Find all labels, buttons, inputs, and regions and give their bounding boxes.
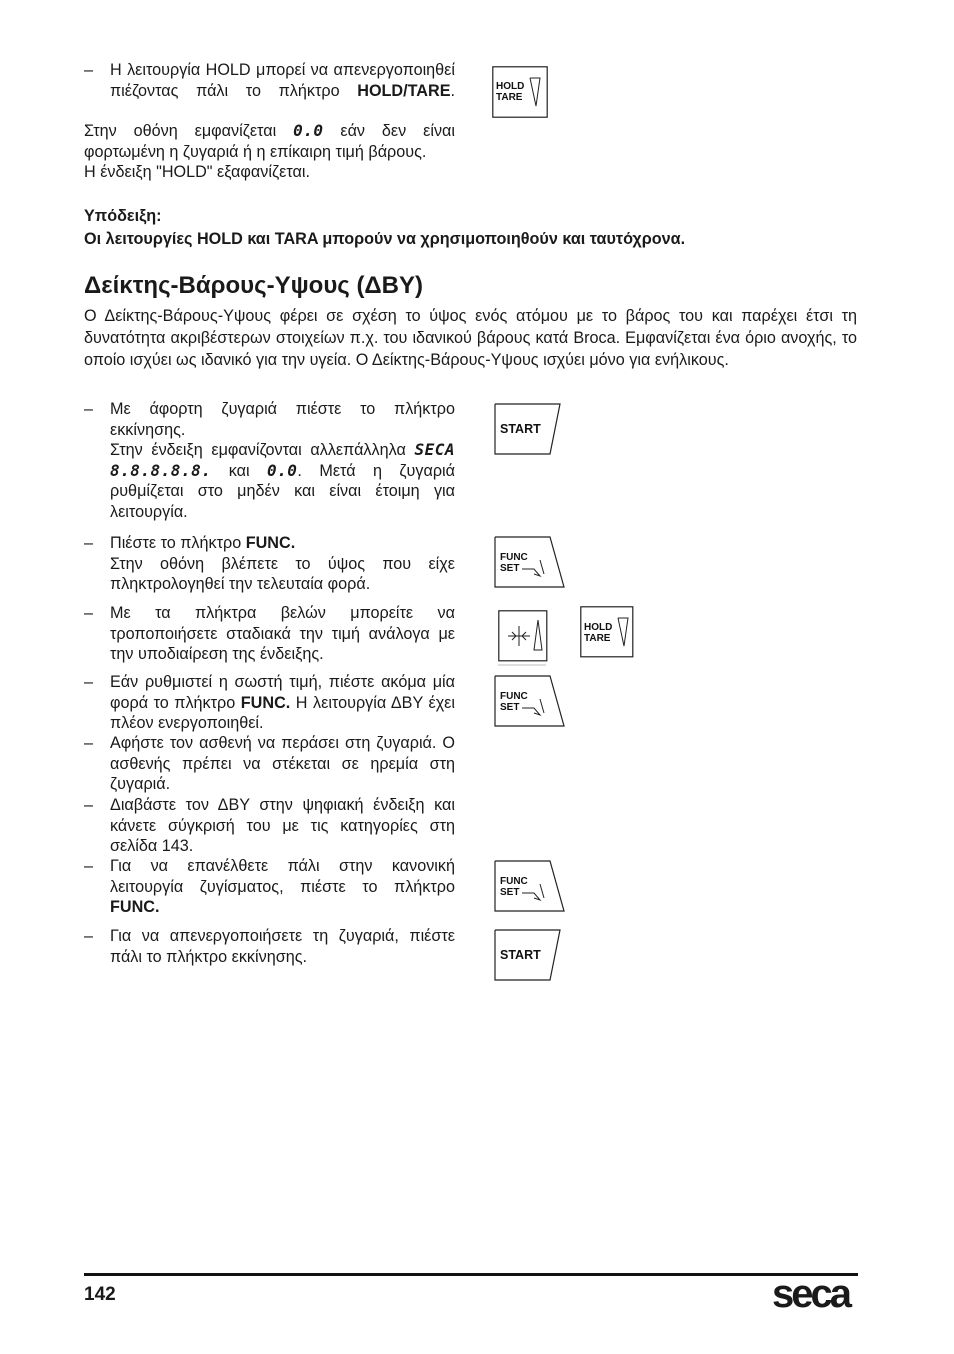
bullet: –: [84, 604, 94, 622]
bullet: –: [84, 857, 94, 875]
display-text-c: Η ένδειξη "HOLD" εξαφανίζεται.: [84, 163, 310, 182]
key-label-start: START: [500, 948, 541, 962]
bullet: –: [84, 734, 94, 752]
func-keyname: FUNC.: [110, 898, 160, 917]
step-1-and: και: [211, 461, 268, 480]
key-label-hold: HOLD: [584, 622, 613, 633]
note-text: Οι λειτουργίες HOLD και TARA μπορούν να χρησιμοποιηθούν και ταυτόχρονα.: [84, 230, 686, 248]
step-1-line-a: Με άφορτη ζυγαριά πιέστε το πλήκτρο εκκίνησης.: [110, 400, 455, 439]
key-label-func: FUNC: [500, 876, 528, 887]
func-set-key-icon: [494, 860, 566, 912]
step-7: [110, 856, 455, 918]
section-heading: Δείκτης-Βάρους-Υψους (ΔΒΥ): [84, 272, 424, 299]
start-key-icon: [494, 929, 562, 981]
page-number: 142: [84, 1284, 116, 1305]
bullet: –: [84, 534, 94, 552]
start-key-icon: [494, 403, 562, 455]
step-4-end: Η λειτουργία ΔΒΥ έχει πλέον ενεργοποιηθεί.: [110, 693, 455, 733]
step-4: [110, 672, 455, 734]
step-1: [110, 399, 455, 523]
display-text-b: εάν δεν είναι φορτωμένη η ζυγαριά ή η επίκαιρη τιμή βάρους.: [84, 122, 455, 161]
step-1-end: . Μετά η ζυγαριά ρυθμίζεται στο μηδέν και είναι έτοιμη για λειτουργία.: [110, 461, 455, 521]
step-4-text: Εάν ρυθμιστεί η σωστή τιμή, πιέστε ακόμα μία φορά το πλήκτρο: [110, 673, 455, 712]
note-title: Υπόδειξη:: [84, 207, 162, 225]
step-2-text: Πιέστε το πλήκτρο: [110, 534, 246, 552]
bullet: –: [84, 673, 94, 691]
bullet: –: [84, 400, 94, 418]
hold-tare-key-icon: [492, 66, 548, 118]
hold-display-text: [84, 121, 455, 183]
bullet: –: [84, 927, 94, 945]
step-1-text: Στην ένδειξη εμφανίζονται αλλεπάλληλα: [110, 441, 415, 460]
hold-item-end: .: [450, 81, 455, 100]
hold-tare-key-icon: [580, 606, 636, 658]
step-2-line-b: Στην οθόνη βλέπετε το ύψος που είχε πληκτρολογηθεί την τελευταία φορά.: [110, 554, 455, 594]
func-set-key-icon: [494, 675, 566, 727]
key-label-func: FUNC: [500, 552, 528, 563]
arrow-key-icon: [498, 610, 550, 666]
display-text-a: Στην οθόνη εμφανίζεται: [84, 122, 294, 140]
step-6: Διαβάστε τον ΔΒΥ στην ψηφιακή ένδειξη και κάνετε σύγκρισή του με τις κατηγορίες στη σελίδα 143.: [110, 796, 455, 856]
step-5: Αφήστε τον ασθενή να περάσει στη ζυγαριά. Ο ασθενής πρέπει να στέκεται σε ηρεμία στη ζυγαριά.: [110, 734, 455, 794]
section-intro: Ο Δείκτης-Βάρους-Υψους φέρει σε σχέση το ύψος ενός ατόμου με το βάρος του και παρέχει έτσι τη δυνατότητα ακριβέστερων στοιχείων π.χ. του ιδανικού βάρους κατά Broca. Εμφανίζεται ένα όριο ανοχής, το οποίο ισχύει ως ιδανικό για την υγεία. Ο Δείκτης-Βάρους-Υψους ισχύει μόνο για ενήλικους.: [84, 307, 857, 369]
key-label-set: SET: [500, 702, 520, 713]
step-1-line-b: [110, 440, 455, 522]
hold-item-text: [110, 60, 455, 101]
func-keyname: FUNC.: [245, 534, 296, 552]
footer-rule: [84, 1273, 858, 1276]
key-label-tare: TARE: [496, 92, 523, 103]
func-keyname: FUNC.: [240, 693, 291, 712]
step-7-text: Για να επανέλθετε πάλι στην κανονική λειτουργία ζυγίσματος, πιέστε το πλήκτρο: [110, 857, 455, 896]
key-label-func: FUNC: [500, 691, 528, 702]
step-8: Για να απενεργοποιήσετε τη ζυγαριά, πιέστε πάλι το πλήκτρο εκκίνησης.: [110, 927, 455, 966]
bullet: –: [84, 61, 94, 79]
step-3: Με τα πλήκτρα βελών μπορείτε να τροποποιήσετε σταδιακά την τιμή ανάλογα με την υποδιαίρεση της ένδειξης.: [110, 604, 455, 664]
bullet: –: [84, 796, 94, 814]
key-label-hold: HOLD: [496, 81, 525, 92]
key-label-set: SET: [500, 563, 520, 574]
key-label-set: SET: [500, 887, 520, 898]
key-label-tare: TARE: [584, 633, 611, 644]
lcd-seca-88888: SECA 8.8.8.8.8.: [110, 440, 455, 480]
brand-logo: seca: [772, 1272, 849, 1316]
hold-tare-keyname: HOLD/TARE: [357, 81, 451, 100]
lcd-zero: 0.0: [267, 460, 298, 480]
func-set-key-icon: [494, 536, 566, 588]
step-2: [110, 533, 455, 595]
lcd-zero: 0.0: [293, 121, 324, 140]
key-label-start: START: [500, 422, 541, 436]
hold-item-text-part: Η λειτουργία HOLD μπορεί να απενεργοποιηθεί πιέζοντας πάλι το πλήκτρο: [110, 61, 455, 100]
